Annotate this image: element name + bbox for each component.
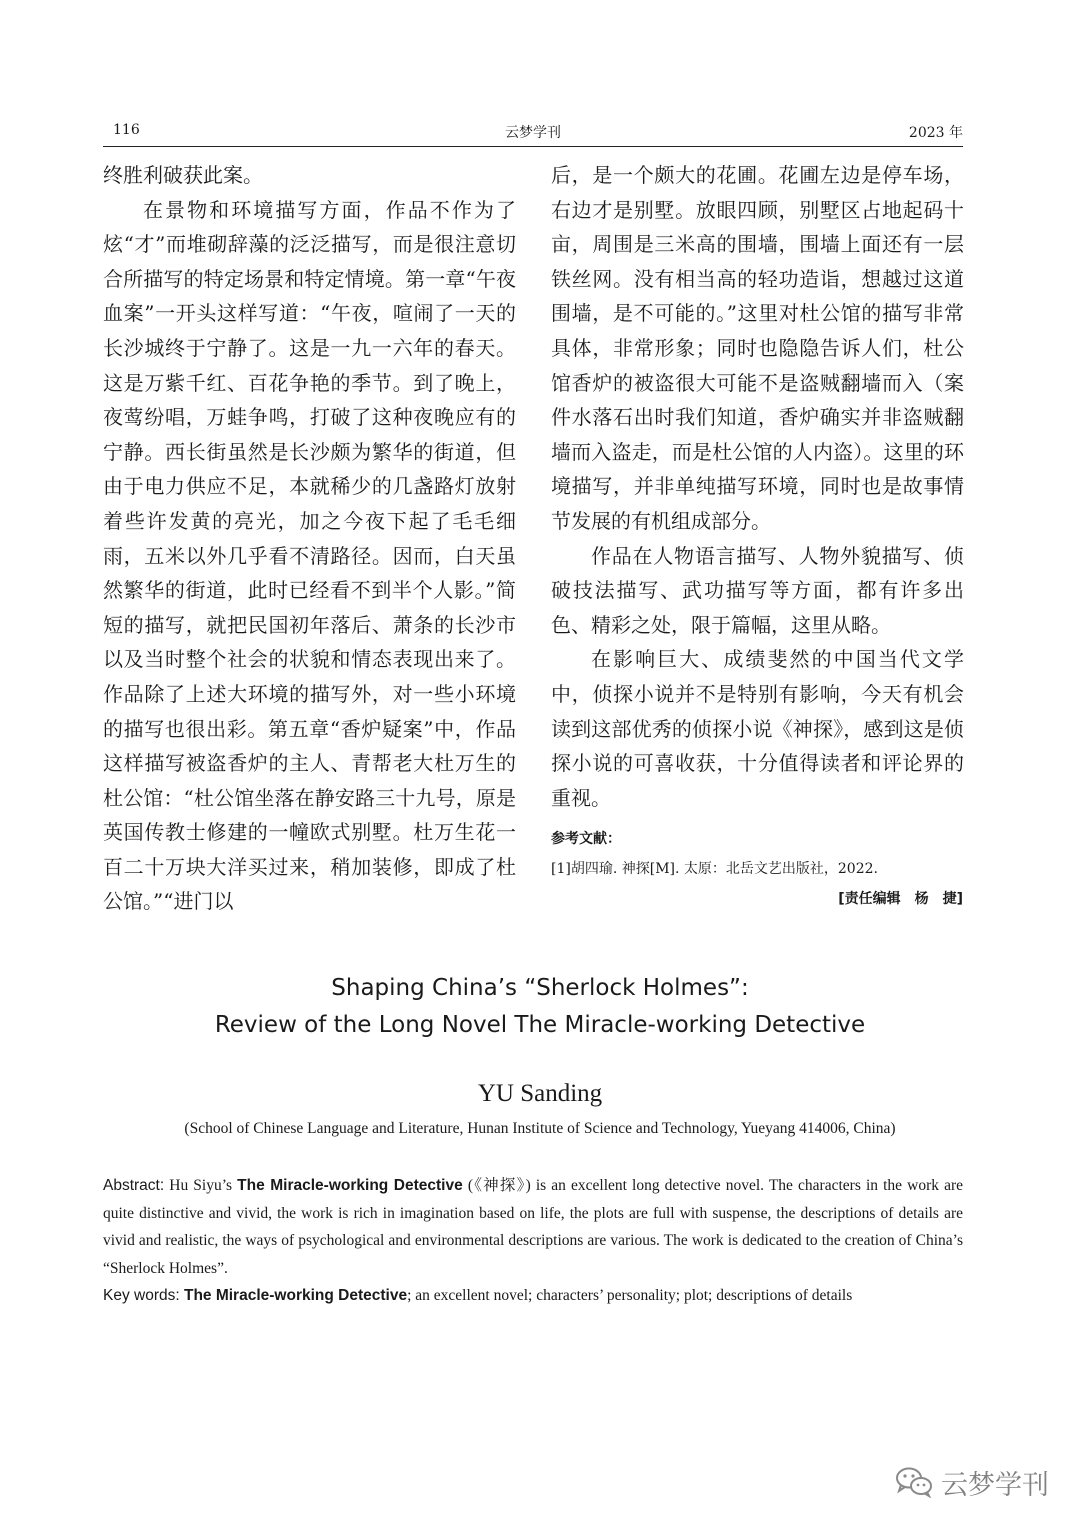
keywords-book-title: The Miracle-working Detective <box>179 1287 408 1304</box>
header-rule <box>103 146 963 147</box>
journal-name: 云梦学刊 <box>505 125 561 141</box>
reference-item: [1]胡四瑜. 神探[M]. 太原：北岳文艺出版社，2022. <box>551 861 878 877</box>
english-keywords <box>103 1282 963 1310</box>
left-column <box>103 158 516 919</box>
keywords-text: ; an excellent novel; characters’ personality; plot; descriptions of details <box>407 1287 853 1304</box>
watermark <box>895 1462 1049 1502</box>
paragraph: 终胜利破获此案。 <box>103 163 263 187</box>
paragraph: 在影响巨大、成绩斐然的中国当代文学中，侦探小说并不是特别有影响，今天有机会读到这部优秀的侦探小说《神探》，感到这是侦探小说的可喜收获，十分值得读者和评论界的重视。 <box>551 647 964 810</box>
references-title: 参考文献： <box>551 831 621 847</box>
responsible-editor: [责任编辑 杨 捷] <box>838 891 963 907</box>
right-column <box>551 158 964 815</box>
author-name: YU Sanding <box>477 1080 603 1107</box>
wechat-icon <box>895 1466 933 1498</box>
paragraph: 作品在人物语言描写、人物外貌描写、侦破技法描写、武功描写等方面，都有许多出色、精彩之处，限于篇幅，这里从略。 <box>551 543 964 637</box>
abstract-text: (《神探》) is an excellent long detective novel. The characters in the work are quite distinctive and vivid, the work is rich in imagination based on life, the plots are full with suspense, the descriptions of details are vivid and realistic, the ways of psychological and environmental descriptions are various. The work is dedicated to the creation of China’s “Sherlock Holmes”. <box>103 1177 963 1277</box>
english-title-line-2: Review of the Long Novel The Miracle-working Detective <box>214 1012 866 1038</box>
watermark-text: 云梦学刊 <box>941 1469 1049 1501</box>
english-title-line-1: Shaping China’s “Sherlock Holmes”: <box>331 975 749 1001</box>
english-title <box>0 970 1080 1044</box>
english-abstract <box>103 1172 963 1282</box>
page-number: 116 <box>113 122 140 138</box>
keywords-label: Key words: <box>103 1287 180 1304</box>
paragraph: 后，是一个颇大的花圃。花圃左边是停车场，右边才是别墅。放眼四顾，别墅区占地起码十亩，周围是三米高的围墙，围墙上面还有一层铁丝网。没有相当高的轻功造诣，想越过这道围墙，是不可能的。”这里对杜公馆的描写非常具体，非常形象；同时也隐隐告诉人们，杜公馆香炉的被盗很大可能不是盗贼翻墙而入（案件水落石出时我们知道，香炉确实并非盗贼翻墙而入盗走，而是杜公馆的人内盗）。这里的环境描写，并非单纯描写环境，同时也是故事情节发展的有机组成部分。 <box>551 163 964 533</box>
paragraph: 在景物和环境描写方面，作品不作为了炫“才”而堆砌辞藻的泛泛描写，而是很注意切合所描写的特定场景和特定情境。第一章“午夜血案”一开头这样写道：“午夜，喧闹了一天的长沙城终于宁静了。这是一九一六年的春天。这是万紫千红、百花争艳的季节。到了晚上，夜莺纷唱，万蛙争鸣，打破了这种夜晚应有的宁静。西长街虽然是长沙颇为繁华的街道，但由于电力供应不足，本就稀少的几盏路灯放射着些许发黄的亮光，加之今夜下起了毛毛细雨，五米以外几乎看不清路径。因而，白天虽然繁华的街道，此时已经看不到半个人影。”简短的描写，就把民国初年落后、萧条的长沙市以及当时整个社会的状貌和情态表现出来了。作品除了上述大环境的描写外，对一些小环境的描写也很出彩。第五章“香炉疑案”中，作品这样描写被盗香炉的主人、青帮老大杜万生的杜公馆：“杜公馆坐落在静安路三十九号，原是英国传教士修建的一幢欧式别墅。杜万生花一百二十万块大洋买过来，稍加装修，即成了杜公馆。”“进门以 <box>103 197 516 914</box>
abstract-pre: Hu Siyu’s <box>164 1177 238 1194</box>
author-affiliation: (School of Chinese Language and Literature, Hunan Institute of Science and Technology, Yueyang 414006, China) <box>184 1120 896 1137</box>
page-header <box>103 120 963 146</box>
abstract-label: Abstract: <box>103 1177 165 1194</box>
abstract-book-title: The Miracle-working Detective <box>237 1177 463 1194</box>
publication-year: 2023 年 <box>908 125 963 141</box>
